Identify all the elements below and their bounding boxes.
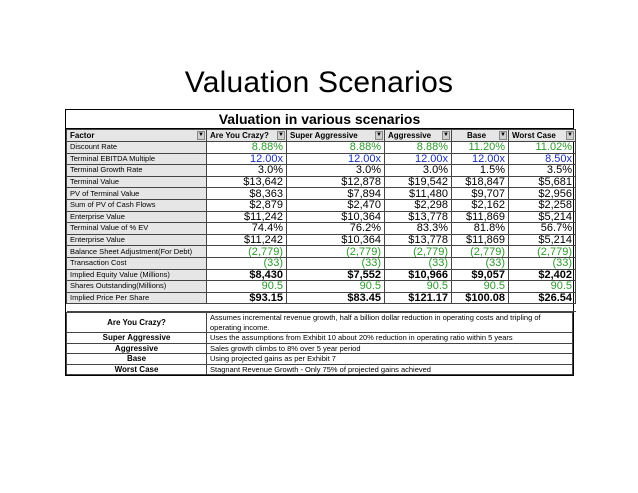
scenario-name: Aggressive [67,343,207,354]
value-cell[interactable]: $2,162 [452,199,509,211]
table-row [67,211,576,223]
sheet-banner: Valuation in various scenarios [66,110,573,129]
factor-label: Enterprise Value [67,211,207,223]
table-row [67,165,576,177]
scenario-descriptions [66,312,573,375]
value-cell[interactable]: $8,363 [207,188,287,200]
value-cell[interactable]: $11,869 [452,211,509,223]
scenario-name: Super Aggressive [67,333,207,344]
factor-label: Terminal EBITDA Multiple [67,153,207,165]
header-are-you-crazy[interactable]: Are You Crazy? ▼ [207,130,287,142]
value-cell[interactable]: $10,364 [287,234,385,246]
value-cell[interactable]: (33) [385,257,452,269]
factor-label: Implied Equity Value (Millions) [67,269,207,281]
value-cell[interactable]: $13,642 [207,176,287,188]
scenario-text: Sales growth climbs to 8% over 5 year period [207,343,573,354]
factor-label: Discount Rate [67,142,207,154]
value-cell[interactable]: 3.5% [509,165,576,177]
factor-label: Shares Outstanding(Millions) [67,281,207,293]
header-worst-case[interactable]: Worst Case ▼ [509,130,576,142]
value-cell[interactable]: 56.7% [509,223,576,235]
value-cell[interactable]: 12.00x [452,153,509,165]
description-row [67,354,573,365]
value-cell[interactable]: $2,402 [509,269,576,281]
value-cell[interactable]: (2,779) [287,246,385,258]
value-cell[interactable]: 12.00x [207,153,287,165]
value-cell[interactable]: 3.0% [287,165,385,177]
value-cell[interactable]: $2,258 [509,199,576,211]
dropdown-arrow-icon[interactable]: ▼ [278,132,284,138]
value-cell[interactable]: 83.3% [385,223,452,235]
value-cell[interactable]: 90.5 [509,281,576,293]
dropdown-arrow-icon[interactable]: ▼ [376,132,382,138]
valuation-table [66,129,576,312]
value-cell[interactable]: 8.88% [287,142,385,154]
value-cell[interactable]: $93.15 [207,292,287,304]
dropdown-arrow-icon[interactable]: ▼ [567,132,573,138]
value-cell[interactable]: 8.88% [207,142,287,154]
value-cell[interactable]: 81.8% [452,223,509,235]
valuation-rows [67,142,576,312]
value-cell[interactable]: 8.88% [385,142,452,154]
scenario-text: Stagnant Revenue Growth - Only 75% of projected gains achieved [207,364,573,375]
dropdown-arrow-icon[interactable]: ▼ [198,132,204,138]
value-cell[interactable]: $5,214 [509,234,576,246]
value-cell[interactable]: (2,779) [509,246,576,258]
value-cell[interactable]: 8.50x [509,153,576,165]
scenario-text: Assumes incremental revenue growth, half a billion dollar reduction in operating costs and tripling of operating income. [207,313,573,333]
factor-label: Implied Price Per Share [67,292,207,304]
scenario-name: Worst Case [67,364,207,375]
value-cell[interactable]: $11,480 [385,188,452,200]
scenario-text: Using projected gains as per Exhibit 7 [207,354,573,365]
factor-label: PV of Terminal Value [67,188,207,200]
table-row [67,292,576,304]
table-row [67,246,576,258]
value-cell[interactable]: (2,779) [385,246,452,258]
value-cell[interactable]: 76.2% [287,223,385,235]
value-cell[interactable]: 90.5 [207,281,287,293]
header-aggressive[interactable]: Aggressive ▼ [385,130,452,142]
value-cell[interactable]: $26.54 [509,292,576,304]
header-base[interactable]: Base ▼ [452,130,509,142]
value-cell[interactable]: $11,242 [207,211,287,223]
value-cell[interactable]: $83.45 [287,292,385,304]
value-cell[interactable]: (2,779) [207,246,287,258]
scenario-text: Uses the assumptions from Exhibit 10 about 20% reduction in operating ratio within 5 years [207,333,573,344]
factor-label: Enterprise Value [67,234,207,246]
scenario-name: Are You Crazy? [67,313,207,333]
factor-label: Transaction Cost [67,257,207,269]
header-super-aggressive[interactable]: Super Aggressive ▼ [287,130,385,142]
table-row [67,257,576,269]
value-cell[interactable]: $7,552 [287,269,385,281]
factor-label: Balance Sheet Adjustment(For Debt) [67,246,207,258]
table-row [67,188,576,200]
table-row [67,199,576,211]
value-cell[interactable]: $11,869 [452,234,509,246]
value-cell[interactable]: 90.5 [287,281,385,293]
table-row [67,234,576,246]
value-cell[interactable]: $2,879 [207,199,287,211]
spacer-cell [67,304,576,312]
description-row [67,364,573,375]
value-cell[interactable]: (33) [509,257,576,269]
dropdown-arrow-icon[interactable]: ▼ [500,132,506,138]
description-row [67,343,573,354]
value-cell[interactable]: $5,681 [509,176,576,188]
value-cell[interactable]: 11.20% [452,142,509,154]
value-cell[interactable]: $2,298 [385,199,452,211]
value-cell[interactable]: $11,242 [207,234,287,246]
dropdown-arrow-icon[interactable]: ▼ [443,132,449,138]
table-row [67,281,576,293]
value-cell[interactable]: $2,956 [509,188,576,200]
value-cell[interactable]: 12.00x [385,153,452,165]
value-cell[interactable]: 3.0% [207,165,287,177]
table-row [67,142,576,154]
value-cell[interactable]: $13,778 [385,234,452,246]
value-cell[interactable]: (2,779) [452,246,509,258]
value-cell[interactable]: $9,057 [452,269,509,281]
value-cell[interactable]: $13,778 [385,211,452,223]
value-cell[interactable]: $5,214 [509,211,576,223]
value-cell[interactable]: (33) [207,257,287,269]
value-cell[interactable]: 12.00x [287,153,385,165]
value-cell[interactable]: 11.02% [509,142,576,154]
value-cell[interactable]: 90.5 [385,281,452,293]
value-cell[interactable]: (33) [287,257,385,269]
value-cell[interactable]: $8,430 [207,269,287,281]
value-cell[interactable]: $121.17 [385,292,452,304]
factor-label: Terminal Value [67,176,207,188]
value-cell[interactable]: $12,878 [287,176,385,188]
value-cell[interactable]: $7,894 [287,188,385,200]
value-cell[interactable]: $9,707 [452,188,509,200]
header-row [67,130,576,142]
table-row [67,176,576,188]
factor-label: Terminal Growth Rate [67,165,207,177]
value-cell[interactable]: (33) [452,257,509,269]
value-cell[interactable]: 3.0% [385,165,452,177]
spacer-row [67,304,576,312]
value-cell[interactable]: 90.5 [452,281,509,293]
value-cell[interactable]: 1.5% [452,165,509,177]
value-cell[interactable]: $18,847 [452,176,509,188]
factor-label: Terminal Value of % EV [67,223,207,235]
value-cell[interactable]: $100.08 [452,292,509,304]
table-row [67,269,576,281]
header-factor[interactable]: Factor ▼ [67,130,207,142]
table-row [67,223,576,235]
slide-title: Valuation Scenarios [184,66,454,99]
value-cell[interactable]: $2,470 [287,199,385,211]
description-row [67,333,573,344]
factor-label: Sum of PV of Cash Flows [67,199,207,211]
scenario-name: Base [67,354,207,365]
value-cell[interactable]: $10,364 [287,211,385,223]
value-cell[interactable]: 74.4% [207,223,287,235]
valuation-sheet [65,109,574,376]
value-cell[interactable]: $10,966 [385,269,452,281]
table-row [67,153,576,165]
value-cell[interactable]: $19,542 [385,176,452,188]
description-row [67,313,573,333]
